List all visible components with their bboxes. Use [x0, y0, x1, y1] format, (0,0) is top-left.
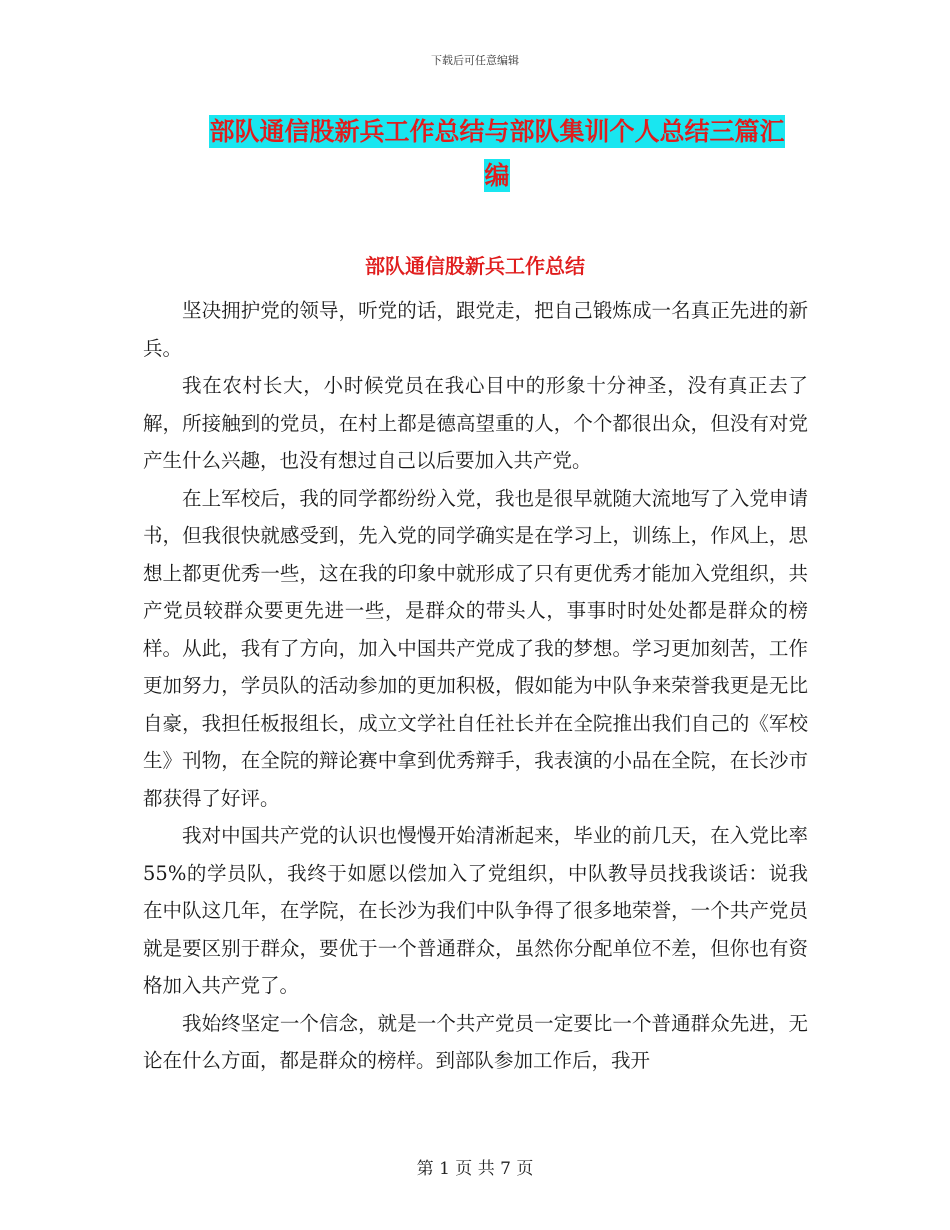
paragraph: 我在农村长大，小时候党员在我心目中的形象十分神圣，没有真正去了解，所接触到的党员，在村上都是德高望重的人，个个都很出众，但没有对党产生什么兴趣，也没有想过自己以后要加入共产党。 — [143, 374, 808, 472]
page-number-footer: 第 1 页 共 7 页 — [416, 1159, 534, 1179]
paragraph: 我始终坚定一个信念，就是一个共产党员一定要比一个普通群众先进，无论在什么方面，都是群众的榜样。到部队参加工作后，我开 — [143, 1011, 808, 1072]
title-line-2: 编 — [484, 161, 510, 190]
paragraph: 我对中国共产党的认识也慢慢开始清淅起来，毕业的前几天，在入党比率55%的学员队，我终于如愿以偿加入了党组织，中队教导员找我谈话：说我在中队这几年，在学院，在长沙为我们中队争得了很多地荣誉，一个共产党员就是要区别于群众，要优于一个普通群众，虽然你分配单位不差，但你也有资格加入共产党了。 — [143, 824, 808, 997]
document-title — [192, 110, 802, 198]
title-line-1: 部队通信股新兵工作总结与部队集训个人总结三篇汇 — [209, 117, 785, 146]
section-title: 部队通信股新兵工作总结 — [365, 254, 585, 278]
paragraph: 坚决拥护党的领导，听党的话，跟党走，把自己锻炼成一名真正先进的新兵。 — [143, 299, 808, 360]
paragraph: 在上军校后，我的同学都纷纷入党，我也是很早就随大流地写了入党申请书，但我很快就感受到，先入党的同学确实是在学习上，训练上，作风上，思想上都更优秀一些，这在我的印象中就形成了只有更优秀才能加入党组织，共产党员较群众要更先进一些，是群众的带头人，事事时时处处都是群众的榜样。从此，我有了方向，加入中国共产党成了我的梦想。学习更加刻苦，工作更加努力，学员队的活动参加的更加积极，假如能为中队争来荣誉我更是无比自豪，我担任板报组长，成立文学社自任社长并在全院推出我们自己的《军校生》刊物，在全院的辩论赛中拿到优秀辩手，我表演的小品在全院，在长沙市都获得了好评。 — [143, 486, 808, 810]
header-note: 下载后可任意编辑 — [431, 54, 519, 67]
body-text — [143, 292, 808, 1080]
